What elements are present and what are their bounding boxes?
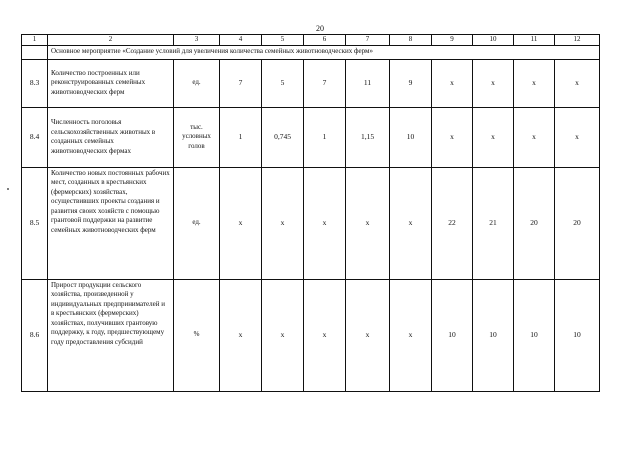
value-cell: х xyxy=(514,59,555,107)
header-row xyxy=(22,35,600,46)
header-cell: 4 xyxy=(220,35,262,46)
row-number: 8.4 xyxy=(22,107,48,167)
scan-speck xyxy=(7,188,9,190)
value-cell: 9 xyxy=(390,59,432,107)
header-cell: 1 xyxy=(22,35,48,46)
indicator-name: Численность поголовья сельскохозяйственных животных в созданных семейных животноводческих фермах xyxy=(48,107,174,167)
value-cell: х xyxy=(473,107,514,167)
indicator-name: Количество новых постоянных рабочих мест, созданных в крестьянских (фермерских) хозяйствах, осуществивших проекты создания и развития своих хозяйств с помощью грантовой поддержки на развитие семейных животноводческих ферм xyxy=(48,167,174,279)
table-row xyxy=(22,59,600,107)
value-cell: 10 xyxy=(555,279,600,391)
header-cell: 11 xyxy=(514,35,555,46)
value-cell: 10 xyxy=(432,279,473,391)
table-row xyxy=(22,279,600,391)
value-cell: 20 xyxy=(555,167,600,279)
indicator-name: Количество построенных или реконструированных семейных животноводческих ферм xyxy=(48,59,174,107)
indicator-name: Прирост продукции сельского хозяйства, произведенной у индивидуальных предпринимателей и в крестьянских (фермерских) хозяйствах, получивших грантовую поддержку, к году, предшествующему году предоставления субсидий xyxy=(48,279,174,391)
indicator-table xyxy=(21,34,600,392)
value-cell: х xyxy=(473,59,514,107)
value-cell: х xyxy=(390,167,432,279)
value-cell: 11 xyxy=(346,59,390,107)
header-cell: 9 xyxy=(432,35,473,46)
value-cell: 7 xyxy=(304,59,346,107)
value-cell: х xyxy=(262,279,304,391)
value-cell: 0,745 xyxy=(262,107,304,167)
table-row xyxy=(22,167,600,279)
value-cell: х xyxy=(304,167,346,279)
unit-cell: ед. xyxy=(174,167,220,279)
unit-cell: ед. xyxy=(174,59,220,107)
page-number: 20 xyxy=(316,24,324,33)
value-cell: х xyxy=(555,59,600,107)
value-cell: х xyxy=(262,167,304,279)
value-cell: х xyxy=(514,107,555,167)
value-cell: х xyxy=(220,167,262,279)
value-cell: х xyxy=(432,107,473,167)
unit-cell: тыс. условных голов xyxy=(174,107,220,167)
value-cell: 21 xyxy=(473,167,514,279)
header-cell: 10 xyxy=(473,35,514,46)
table-row xyxy=(22,107,600,167)
value-cell: 1,15 xyxy=(346,107,390,167)
value-cell: х xyxy=(432,59,473,107)
unit-cell: % xyxy=(174,279,220,391)
value-cell: 10 xyxy=(390,107,432,167)
row-number: 8.3 xyxy=(22,59,48,107)
value-cell: х xyxy=(346,279,390,391)
header-cell: 2 xyxy=(48,35,174,46)
value-cell: х xyxy=(346,167,390,279)
value-cell: х xyxy=(555,107,600,167)
value-cell: 22 xyxy=(432,167,473,279)
row-number: 8.5 xyxy=(22,167,48,279)
value-cell: х xyxy=(390,279,432,391)
header-cell: 7 xyxy=(346,35,390,46)
value-cell: 7 xyxy=(220,59,262,107)
header-cell: 8 xyxy=(390,35,432,46)
value-cell: 5 xyxy=(262,59,304,107)
row-number: 8.6 xyxy=(22,279,48,391)
value-cell: х xyxy=(304,279,346,391)
section-row xyxy=(22,45,600,59)
header-cell: 3 xyxy=(174,35,220,46)
header-cell: 5 xyxy=(262,35,304,46)
value-cell: 1 xyxy=(304,107,346,167)
header-cell: 6 xyxy=(304,35,346,46)
header-cell: 12 xyxy=(555,35,600,46)
section-title: Основное мероприятие «Создание условий для увеличения количества семейных животноводческих ферм» xyxy=(48,45,600,59)
value-cell: х xyxy=(220,279,262,391)
value-cell: 20 xyxy=(514,167,555,279)
value-cell: 10 xyxy=(473,279,514,391)
value-cell: 1 xyxy=(220,107,262,167)
value-cell: 10 xyxy=(514,279,555,391)
